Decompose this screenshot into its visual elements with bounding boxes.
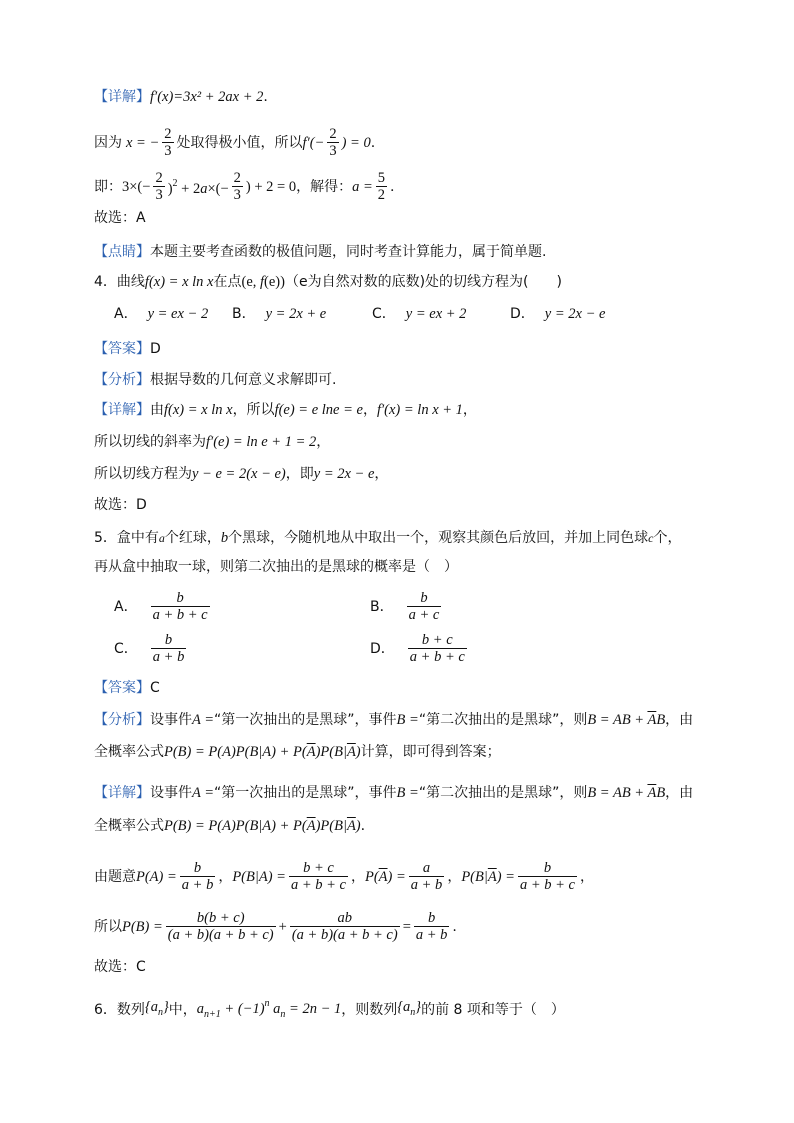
question-4: 4．曲线 f(x) = x ln x 在点 (e, f(e)) （e为自然对数的底数)处的切线方程为( ) [94,274,562,290]
q5-choice: 故选：C [94,959,146,975]
comment-tag: 【点睛】 [94,244,150,260]
comment-line: 【点睛】 本题主要考查函数的极值问题，同时考查计算能力，属于简单题. [94,244,547,260]
q5-detail-4: 所以 P(B) = $\frac{b(b + c)}{(a + b)(a + b + c)}$ + $\frac{ab}{(a + b)(a + b + c)}$ = $\frac{b}{a + b}$ . [94,910,457,943]
q5-detail-3: 由题意 P(A) = $\frac{b}{a + b}$ ， P(B|A) = $\frac{b + c}{a + b + c}$ ， $P(\overline{A})$ = $\frac{a}{a + b}$ ， $P(B|\overline{A})$ = $\frac{b}{a + b + c}$ ， [94,860,594,893]
q5-detail-2: 全概率公式 $P(B) = P(A)P(B|A) + P(\overline{A})P(B|\overline{A})$ . [94,818,366,834]
q5-analysis-2: 全概率公式 $P(B) = P(A)P(B|A) + P(\overline{A})P(B|\overline{A})$ 计算，即可得到答案； [94,744,501,760]
choice-line-3: 故选：A [94,210,146,226]
q5-answer: 【答案】 C [94,680,160,696]
q4-detail-2: 所以切线的斜率为 f′(e) = ln e + 1 = 2 ， [94,434,331,450]
q5-detail-1: 【详解】 设事件 A = “第一次抽出的是黑球”，事件 B = “第二次抽出的是黑球”，则 B = AB + $\overline{A}B$ ，由 [94,785,694,801]
q5-option-d: D． $\frac{b + c}{a + b + c}$ [370,632,465,665]
detail-line-2: 因为 x = − $\frac{2}{3}$ 处取得极小值，所以 f′(− $\frac{2}{3}$ ) = 0 . [94,126,376,159]
q4-answer: 【答案】 D [94,341,161,357]
q5-option-b: B． $\frac{b}{a + c}$ [370,590,440,623]
q4-option-a: A． y = ex − 2 [114,306,209,322]
fraction: $\frac{2}{3}$ [164,126,172,159]
q4-option-d: D． y = 2x − e [510,306,606,322]
q4-analysis: 【分析】 根据导数的几何意义求解即可. [94,372,337,388]
q4-detail-3: 所以切线方程为 y − e = 2(x − e) ，即 y = 2x − e ， [94,466,389,482]
q5-option-a: A． $\frac{b}{a + b + c}$ [114,590,208,623]
detail-line-1: 【详解】 f′(x)=3x² + 2ax + 2 . [94,89,268,105]
question-5-line-1: 5．盒中有 a 个红球， b 个黑球，今随机地从中取出一个，观察其颜色后放回，并加上同色球 c 个， [94,530,682,546]
q5-analysis-1: 【分析】 设事件 A = “第一次抽出的是黑球”，事件 B = “第二次抽出的是黑球”，则 B = AB + $\overline{A}B$ ，由 [94,712,694,728]
q5-option-c: C． $\frac{b}{a + b}$ [114,632,185,665]
detail-tag: 【详解】 [94,89,150,105]
q4-detail-1: 【详解】 由 f(x) = x ln x ，所以 f(e) = e lne = e ， f′(x) = ln x + 1 ， [94,402,477,418]
derivative-expr: f′(x)=3x² + 2ax + 2 [150,89,264,105]
question-6: 6．数列 $\{a_n\}$ 中， $a_{n+1} + (-1)^n$ $a_n = 2n - 1$ ，则数列 $\{a_n\}$ 的前 8 项和等于（ ） [94,998,565,1020]
detail-line-3: 即： 3×(− $\frac{2}{3}$ )$^2$ + 2a×(− $\frac{2}{3}$ ) + 2 = 0 ，解得： a = $\frac{5}{2}$ . [94,170,395,203]
question-5-line-2: 再从盒中抽取一球，则第二次抽出的是黑球的概率是（ ） [94,559,458,575]
q4-choice: 故选：D [94,497,147,513]
q4-option-c: C． y = ex + 2 [372,306,467,322]
q4-option-b: B． y = 2x + e [232,306,327,322]
